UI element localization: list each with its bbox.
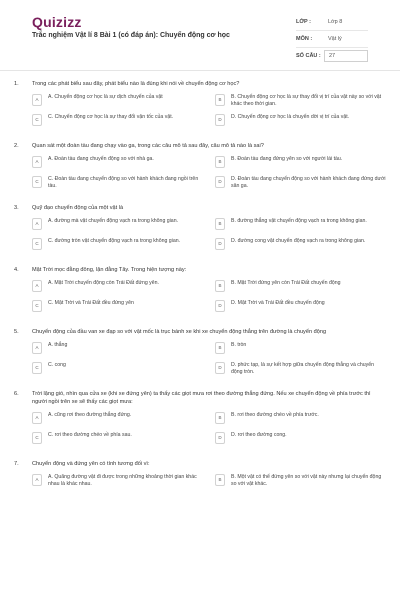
option-text: D. Mặt Trời và Trái Đất đều chuyển động [231,300,325,306]
question-text [14,204,386,212]
answer-option-b[interactable] [215,412,386,426]
option-letter-box: B [215,280,225,292]
answer-option-b[interactable] [215,94,386,108]
question-body: Chuyển động và đứng yên có tính tương đối vì: [32,461,150,467]
answer-option-d[interactable] [215,114,386,128]
question-number: 4. [14,267,19,273]
option-text: A. cũng rơi theo đường thẳng đứng. [48,412,132,418]
question-number: 7. [14,461,19,467]
meta-value: Vật lý [328,36,342,42]
option-text: D. rơi theo đường cong. [231,432,287,438]
answer-option-d[interactable] [215,300,386,314]
option-text: A. Mặt Trời chuyển động còn Trái Đất đứng yên. [48,280,159,286]
option-text: C. Chuyển động cơ học là sự thay đổi vận tốc của vật. [48,114,174,120]
answer-option-c[interactable] [32,300,203,314]
option-text: B. tròn [231,342,247,348]
option-letter-box: B [215,412,225,424]
option-text: D. đường cong vật chuyển động vạch ra trong không gian. [231,238,366,244]
option-text: A. đường mà vật chuyển động vạch ra trong không gian. [48,218,179,224]
answer-option-d[interactable] [215,432,386,446]
question-3 [14,204,386,252]
meta-row-subject [296,31,368,48]
question-4 [14,266,386,314]
meta-label: LỚP : [296,19,311,25]
answer-option-a[interactable] [32,94,203,108]
answer-options [14,156,386,190]
answer-option-b[interactable] [215,218,386,232]
option-letter-box: C [32,114,42,126]
question-number: 2. [14,143,19,149]
question-number: 3. [14,205,19,211]
header-divider [0,70,400,71]
option-text: A. Đoàn tàu đang chuyển động so với nhà ga. [48,156,154,162]
option-letter-box: D [215,362,225,374]
option-letter-box: C [32,238,42,250]
page-title: Trắc nghiệm Vật lí 8 Bài 1 (có đáp án): Chuyển động cơ học [32,32,230,39]
option-letter-box: B [215,156,225,168]
answer-options [14,94,386,128]
option-text: B. Chuyển động cơ học là sự thay đổi vị trí của vật này so với vật khác theo thời gian. [231,94,382,107]
meta-label: SỐ CÂU : [296,53,321,59]
answer-option-a[interactable] [32,474,203,488]
option-text: B. Một vật có thể đứng yên so với vật này nhưng lại chuyển động so với vật khác. [231,474,382,487]
option-text: C. cong [48,362,66,368]
option-text: B. Đoàn tàu đang đứng yên so với người lái tàu. [231,156,343,162]
option-letter-box: A [32,412,42,424]
option-text: B. rơi theo đường chéo về phía trước. [231,412,319,418]
question-body: Quỹ đạo chuyển động của một vật là [32,205,124,211]
answer-option-d[interactable] [215,176,386,190]
option-letter-box: B [215,342,225,354]
meta-info-box [296,14,368,64]
question-number: 6. [14,391,19,397]
answer-option-a[interactable] [32,280,203,294]
answer-option-b[interactable] [215,280,386,294]
option-text: C. rơi theo đường chéo về phía sau. [48,432,132,438]
option-letter-box: D [215,114,225,126]
meta-row-question-count [296,48,368,64]
question-number: 5. [14,329,19,335]
question-body: Chuyển động của đầu van xe đạp so với vật mốc là trục bánh xe khi xe chuyển động thẳng trên đường là chuyển động [32,329,327,335]
question-number: 1. [14,81,19,87]
meta-value: Lớp 8 [328,19,343,25]
question-text [14,328,386,336]
answer-option-a[interactable] [32,342,203,356]
option-letter-box: A [32,280,42,292]
option-text: C. Đoàn tàu đang chuyển động so với hành khách đang ngồi trên tàu. [48,176,199,189]
quizizz-logo[interactable]: Quizizz [32,14,82,30]
meta-label: MÔN : [296,36,313,42]
meta-row-class [296,14,368,31]
worksheet-header [14,0,386,70]
answer-option-a[interactable] [32,156,203,170]
answer-options [14,342,386,376]
question-1 [14,80,386,128]
option-letter-box: A [32,342,42,354]
option-text: B. đường thẳng vật chuyển động vạch ra trong không gian. [231,218,367,224]
option-text: A. thẳng [48,342,68,348]
answer-option-c[interactable] [32,114,203,128]
question-text [14,80,386,88]
option-letter-box: D [215,176,225,188]
option-letter-box: A [32,156,42,168]
answer-option-c[interactable] [32,176,203,190]
option-text: A. Chuyển động cơ học là sự dịch chuyển của vật [48,94,163,100]
question-body: Quan sát một đoàn tàu đang chạy vào ga, trong các câu mô tả sau đây, câu mô tả nào là sai? [32,143,264,149]
answer-option-c[interactable] [32,362,203,376]
meta-value: 27 [324,50,368,62]
option-letter-box: B [215,94,225,106]
answer-options [14,412,386,446]
question-body: Trời lặng gió, nhìn qua cửa xe (khi xe đứng yên) ta thấy các giọt mưa rơi theo đường thẳng đứng. Nếu xe chuyển động về phía trước thì người ngồi trên xe sẽ thấy các giọt mưa: [32,391,371,405]
answer-option-c[interactable] [32,432,203,446]
option-letter-box: C [32,300,42,312]
answer-option-c[interactable] [32,238,203,252]
answer-options [14,280,386,314]
answer-options [14,474,386,488]
option-letter-box: D [215,238,225,250]
answer-option-b[interactable] [215,342,386,356]
question-text [14,142,386,150]
option-letter-box: A [32,218,42,230]
answer-options [14,218,386,252]
question-text [14,266,386,274]
option-text: C. đường tròn vật chuyển động vạch ra trong không gian. [48,238,181,244]
answer-option-d[interactable] [215,238,386,252]
question-text [14,460,386,468]
question-5 [14,328,386,376]
question-2 [14,142,386,190]
option-text: B. Mặt Trời đứng yên còn Trái Đất chuyển động [231,280,341,286]
option-text: D. Chuyển động cơ học là chuyển dời vị trí của vật. [231,114,350,120]
question-body: Mặt Trời mọc đằng đông, lặn đằng Tây. Trong hiện tượng này: [32,267,187,273]
question-7 [14,460,386,488]
option-letter-box: B [215,474,225,486]
option-letter-box: D [215,300,225,312]
option-text: D. phức tạp, là sự kết hợp giữa chuyển động thẳng và chuyển động tròn. [231,362,375,375]
option-text: A. Quãng đường vật đi được trong những khoảng thời gian khác nhau là khác nhau. [48,474,197,487]
option-text: D. Đoàn tàu đang chuyển động so với hành khách đang đứng dưới sân ga. [231,176,386,189]
answer-option-d[interactable] [215,362,386,376]
question-6 [14,390,386,446]
answer-option-b[interactable] [215,474,386,488]
answer-option-b[interactable] [215,156,386,170]
option-letter-box: D [215,432,225,444]
option-letter-box: A [32,94,42,106]
option-letter-box: C [32,362,42,374]
option-letter-box: B [215,218,225,230]
option-letter-box: A [32,474,42,486]
option-letter-box: C [32,176,42,188]
option-letter-box: C [32,432,42,444]
question-text [14,390,386,406]
question-body: Trong các phát biểu sau đây, phát biểu nào là đúng khi nói về chuyển động cơ học? [32,81,240,87]
question-list [14,80,386,502]
answer-option-a[interactable] [32,412,203,426]
option-text: C. Mặt Trời và Trái Đất đều đứng yên [48,300,134,306]
answer-option-a[interactable] [32,218,203,232]
